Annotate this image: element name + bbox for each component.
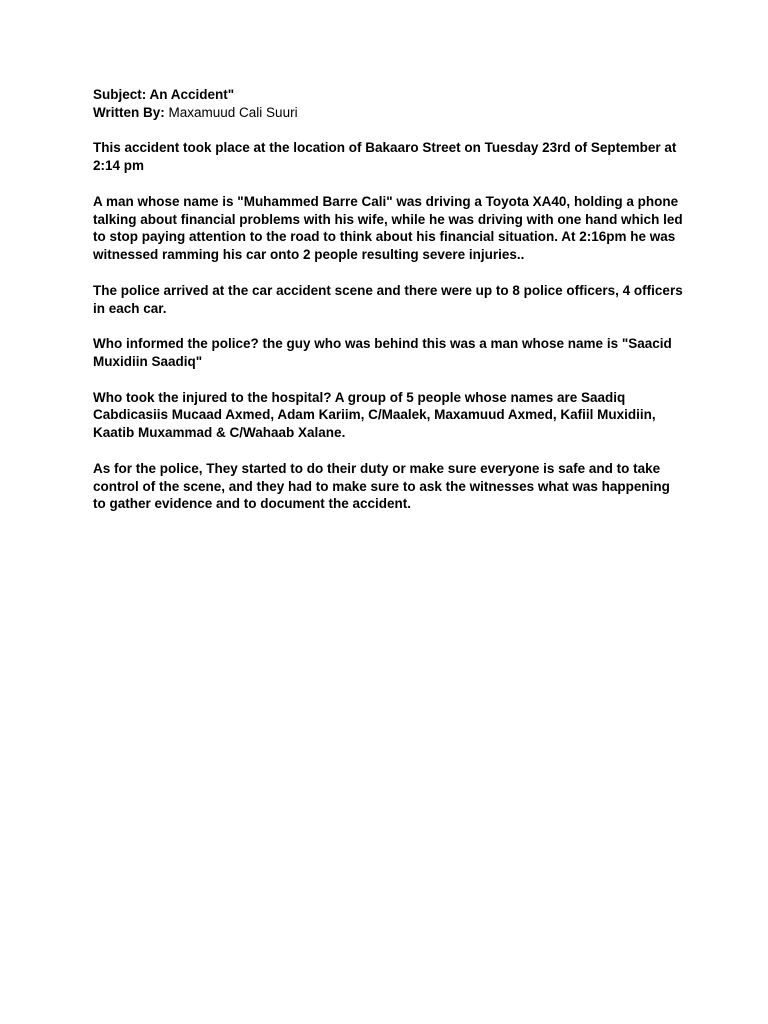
document-header: [93, 86, 683, 122]
author-line: [93, 104, 683, 122]
author-label: Written By:: [93, 104, 165, 120]
document-body: [93, 86, 683, 531]
paragraph-driver: A man whose name is "Muhammed Barre Cali" was driving a Toyota XA40, holding a phone talking about financial problems with his wife, while he was driving with one hand which led to stop paying attention to the road to think about his financial situation. At 2:16pm he was witnessed ramming his car onto 2 people resulting severe injuries..: [93, 193, 683, 263]
subject-line: Subject: An Accident": [93, 87, 235, 102]
author-name: Maxamuud Cali Suuri: [164, 104, 298, 120]
paragraph-police-arrival: The police arrived at the car accident scene and there were up to 8 police officers, 4 officers in each car.: [93, 282, 683, 316]
paragraph-hospital: Who took the injured to the hospital? A group of 5 people whose names are Saadiq Cabdicasiis Mucaad Axmed, Adam Kariim, C/Maalek, Maxamuud Axmed, Kafiil Muxidiin, Kaatib Muxammad & C/Wahaab Xalane.: [93, 389, 656, 441]
paragraph-location: This accident took place at the location of Bakaaro Street on Tuesday 23rd of September at 2:14 pm: [93, 140, 677, 174]
paragraph-police-duty: As for the police, They started to do their duty or make sure everyone is safe and to take control of the scene, and they had to make sure to ask the witnesses what was happening to gather evidence and to document the accident.: [93, 460, 670, 512]
paragraph-informant: Who informed the police? the guy who was behind this was a man whose name is "Saacid Muxidiin Saadiq": [93, 336, 672, 369]
